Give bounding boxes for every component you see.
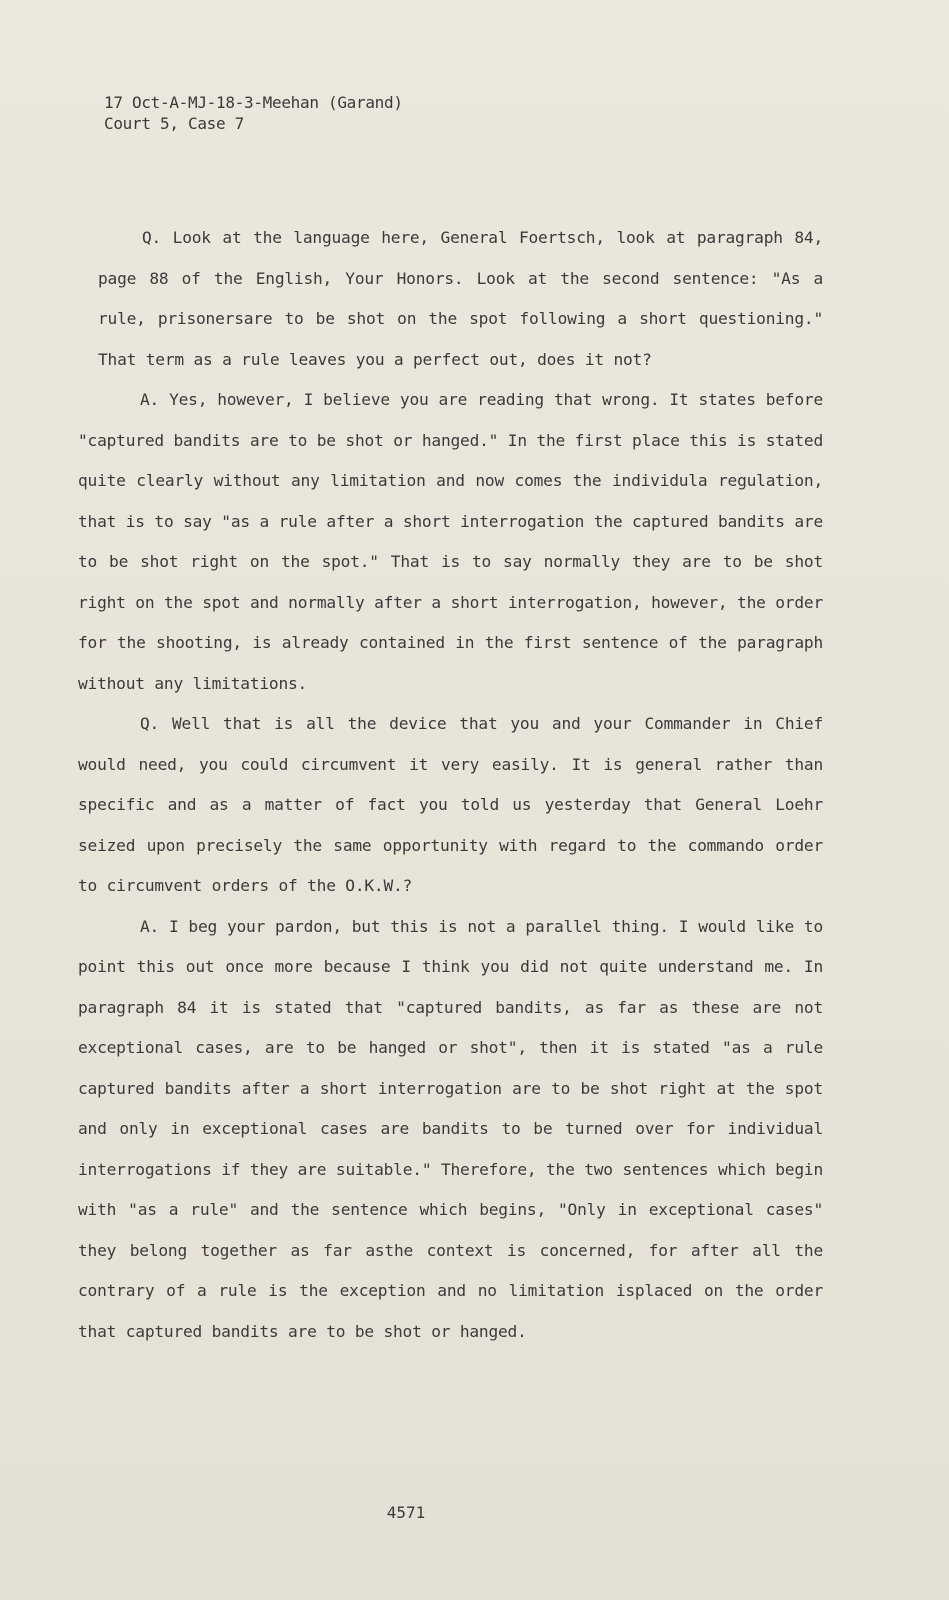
document-header — [104, 92, 403, 134]
header-court-line: Court 5, Case 7 — [104, 114, 244, 133]
header-session-line: 17 Oct-A-MJ-18-3-Meehan (Garand) — [104, 93, 403, 112]
answer-paragraph: A. Yes, however, I believe you are reading that wrong. It states before "captured bandits are to be shot or hanged." In the first place this is stated quite clearly without any limitation and now comes the individula regulation, that is to say "as a rule after a short interrogation the captured bandits are to be shot right on the spot." That is to say normally they are to be shot right on the spot and normally after a short interrogation, however, the order for the shooting, is already contained in the first sentence of the paragraph without any limitations. — [78, 390, 823, 693]
page-number: 4571 — [386, 1503, 426, 1522]
transcript-body — [78, 218, 823, 1352]
answer-paragraph: A. I beg your pardon, but this is not a parallel thing. I would like to point this out once more because I think you did not quite understand me. In paragraph 84 it is stated that "captured bandits, as far as these are not exceptional cases, are to be hanged or shot", then it is stated "as a rule captured bandits after a short interrogation are to be shot right at the spot and only in exceptional cases are bandits to be turned over for individual interrogations if they are suitable." Therefore, the two sentences which begin with "as a rule" and the sentence which begins, "Only in exceptional cases" they belong together as far asthe context is concerned, for after all the contrary of a rule is the exception and no limitation isplaced on the order that captured bandits are to be shot or hanged. — [78, 916, 823, 1341]
question-paragraph: Q. Well that is all the device that you and your Commander in Chief would need, you could circumvent it very easily. It is general rather than specific and as a matter of fact you told us yesterday that General Loehr seized upon precisely the same opportunity with regard to the commando order to circumvent orders of the O.K.W.? — [78, 714, 823, 895]
question-paragraph: Q. Look at the language here, General Foertsch, look at paragraph 84, page 88 of the English, Your Honors. Look at the second sentence: "As a rule, prisonersare to be shot on the spot following a short questioning." That term as a rule leaves you a perfect out, does it not? — [98, 228, 823, 369]
